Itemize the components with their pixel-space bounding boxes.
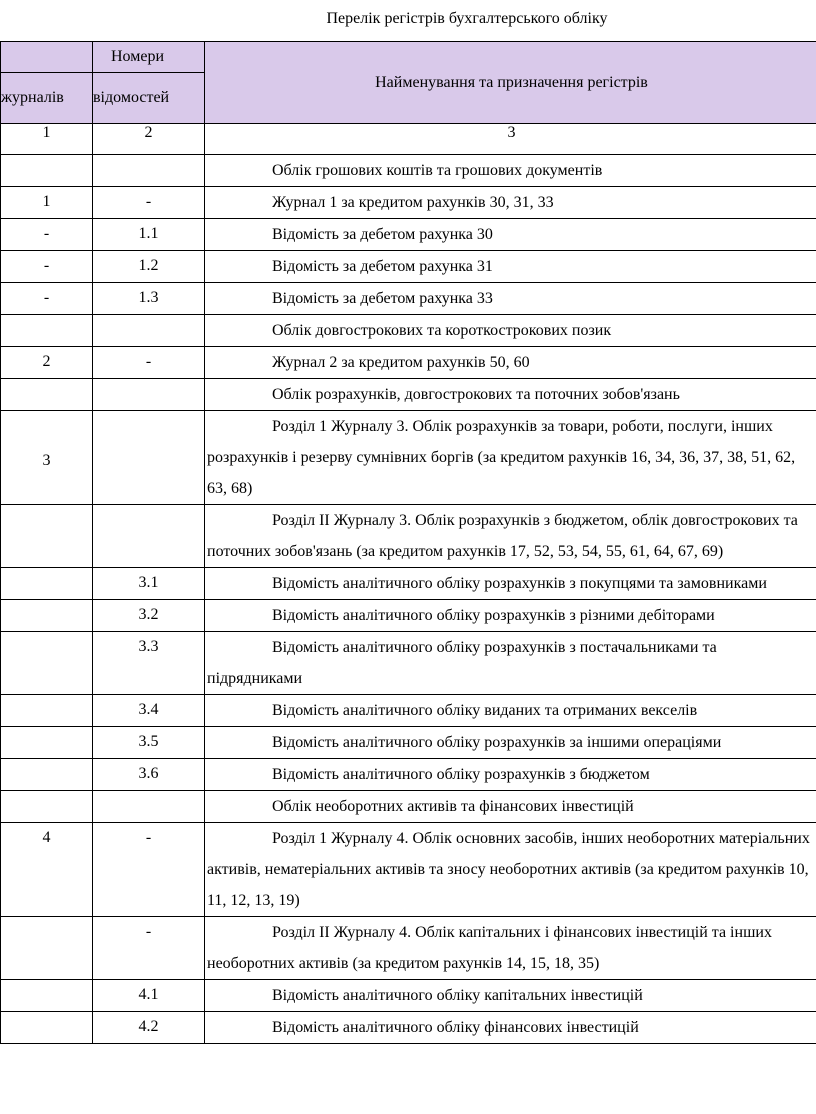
register-name-text: Відомість аналітичного обліку капітальних інвестицій — [272, 987, 643, 1004]
register-name-text: Облік необоротних активів та фінансових інвестицій — [272, 798, 634, 815]
table-row — [1, 505, 816, 568]
register-name-text: Розділ 1 Журналу 4. Облік основних засобів, інших необоротних матеріальних активів, нематеріальних активів та зносу необоротних активів (за кредитом рахунків 10, 11, 12, 13, 19) — [207, 830, 810, 909]
journal-number-cell: 3 — [1, 411, 93, 505]
table-row — [1, 759, 816, 791]
register-name-text: Відомість за дебетом рахунка 31 — [272, 258, 493, 275]
register-name-text: Відомість за дебетом рахунка 30 — [272, 226, 493, 243]
journal-number-cell — [1, 759, 93, 791]
register-name-cell — [205, 411, 816, 505]
register-name-text: Облік розрахунків, довгострокових та поточних зобов'язань — [272, 386, 680, 403]
journal-number-cell: 1 — [1, 187, 93, 219]
table-row — [1, 917, 816, 980]
register-name-cell — [205, 187, 816, 219]
journal-number-cell: - — [1, 219, 93, 251]
register-name-text: Відомість аналітичного обліку розрахунків з бюджетом — [272, 766, 650, 783]
table-row — [1, 632, 816, 695]
statement-number-cell: 3.6 — [93, 759, 205, 791]
register-name-cell — [205, 251, 816, 283]
register-name-cell — [205, 917, 816, 980]
register-name-text: Розділ II Журналу 3. Облік розрахунків з бюджетом, облік довгострокових та поточних зобов'язань (за кредитом рахунків 17, 52, 53, 54, 55, 61, 64, 67, 69) — [207, 512, 798, 560]
header-statements: відомостей — [93, 73, 205, 124]
journal-number-cell — [1, 315, 93, 347]
journal-number-cell — [1, 980, 93, 1012]
registers-table — [0, 41, 816, 1044]
table-row — [1, 568, 816, 600]
journal-number-cell — [1, 568, 93, 600]
register-name-text: Відомість за дебетом рахунка 33 — [272, 290, 493, 307]
register-name-text: Розділ 1 Журналу 3. Облік розрахунків за товари, роботи, послуги, інших розрахунків і резерву сумнівних боргів (за кредитом рахунків 16, 34, 36, 37, 38, 51, 62, 63, 68) — [207, 418, 796, 497]
register-name-text: Розділ II Журналу 4. Облік капітальних і фінансових інвестицій та інших необоротних активів (за кредитом рахунків 14, 15, 18, 35) — [207, 924, 772, 972]
statement-number-cell: - — [93, 823, 205, 917]
journal-number-cell — [1, 505, 93, 568]
register-name-cell — [205, 155, 816, 187]
table-row — [1, 219, 816, 251]
journal-number-cell — [1, 155, 93, 187]
table-row — [1, 791, 816, 823]
register-name-cell — [205, 283, 816, 315]
column-number-2: 2 — [93, 124, 205, 155]
journal-number-cell — [1, 791, 93, 823]
statement-number-cell: 3.1 — [93, 568, 205, 600]
register-name-text: Облік грошових коштів та грошових документів — [272, 162, 603, 179]
register-name-text: Відомість аналітичного обліку розрахунків з різними дебіторами — [272, 607, 715, 624]
register-name-cell — [205, 791, 816, 823]
table-row — [1, 379, 816, 411]
statement-number-cell: 3.3 — [93, 632, 205, 695]
journal-number-cell — [1, 600, 93, 632]
table-row — [1, 283, 816, 315]
register-name-cell — [205, 219, 816, 251]
statement-number-cell — [93, 379, 205, 411]
register-name-cell — [205, 505, 816, 568]
journal-number-cell — [1, 917, 93, 980]
statement-number-cell: - — [93, 917, 205, 980]
register-name-cell — [205, 695, 816, 727]
journal-number-cell: - — [1, 251, 93, 283]
statement-number-cell: - — [93, 187, 205, 219]
register-name-cell — [205, 315, 816, 347]
journal-number-cell — [1, 379, 93, 411]
table-row — [1, 1012, 816, 1044]
table-row — [1, 251, 816, 283]
journal-number-cell: 2 — [1, 347, 93, 379]
table-row — [1, 727, 816, 759]
column-numbers-row — [1, 124, 816, 155]
register-name-cell — [205, 568, 816, 600]
statement-number-cell: 1.2 — [93, 251, 205, 283]
table-row — [1, 411, 816, 505]
header-name: Найменування та призначення регістрів — [205, 42, 816, 124]
page-title: Перелік регістрів бухгалтерського обліку — [326, 10, 608, 27]
register-name-text: Відомість аналітичного обліку фінансових інвестицій — [272, 1019, 639, 1036]
register-name-text: Журнал 2 за кредитом рахунків 50, 60 — [272, 354, 530, 371]
journal-number-cell — [1, 727, 93, 759]
register-name-cell — [205, 1012, 816, 1044]
statement-number-cell — [93, 791, 205, 823]
register-name-cell — [205, 379, 816, 411]
register-name-cell — [205, 823, 816, 917]
header-journals: журналів — [1, 73, 93, 124]
register-name-text: Облік довгострокових та короткострокових позик — [272, 322, 612, 339]
table-row — [1, 187, 816, 219]
register-name-cell — [205, 980, 816, 1012]
statement-number-cell: 4.1 — [93, 980, 205, 1012]
header-numbers: Номери — [93, 42, 205, 73]
statement-number-cell: 3.5 — [93, 727, 205, 759]
statement-number-cell: 1.1 — [93, 219, 205, 251]
register-name-text: Відомість аналітичного обліку розрахунків з постачальниками та підрядниками — [207, 639, 717, 687]
statement-number-cell — [93, 315, 205, 347]
journal-number-cell — [1, 1012, 93, 1044]
statement-number-cell — [93, 155, 205, 187]
table-row — [1, 980, 816, 1012]
register-name-text: Відомість аналітичного обліку розрахунків за іншими операціями — [272, 734, 722, 751]
column-number-3: 3 — [205, 124, 816, 155]
register-name-cell — [205, 727, 816, 759]
table-row — [1, 315, 816, 347]
table-row — [1, 695, 816, 727]
statement-number-cell: 4.2 — [93, 1012, 205, 1044]
journal-number-cell: 4 — [1, 823, 93, 917]
register-name-text: Відомість аналітичного обліку розрахунків з покупцями та замовниками — [272, 575, 767, 592]
statement-number-cell: - — [93, 347, 205, 379]
statement-number-cell — [93, 411, 205, 505]
register-name-cell — [205, 347, 816, 379]
register-name-text: Журнал 1 за кредитом рахунків 30, 31, 33 — [272, 194, 554, 211]
register-name-cell — [205, 759, 816, 791]
register-name-cell — [205, 632, 816, 695]
statement-number-cell: 3.2 — [93, 600, 205, 632]
table-row — [1, 600, 816, 632]
statement-number-cell — [93, 505, 205, 568]
register-name-text: Відомість аналітичного обліку виданих та отриманих векселів — [272, 702, 698, 719]
table-row — [1, 347, 816, 379]
journal-number-cell — [1, 695, 93, 727]
journal-number-cell — [1, 632, 93, 695]
statement-number-cell: 1.3 — [93, 283, 205, 315]
register-name-cell — [205, 600, 816, 632]
header-empty-cell — [1, 42, 93, 73]
column-number-1: 1 — [1, 124, 93, 155]
journal-number-cell: - — [1, 283, 93, 315]
header-row-1 — [1, 42, 816, 73]
table-row — [1, 155, 816, 187]
table-row — [1, 823, 816, 917]
statement-number-cell: 3.4 — [93, 695, 205, 727]
